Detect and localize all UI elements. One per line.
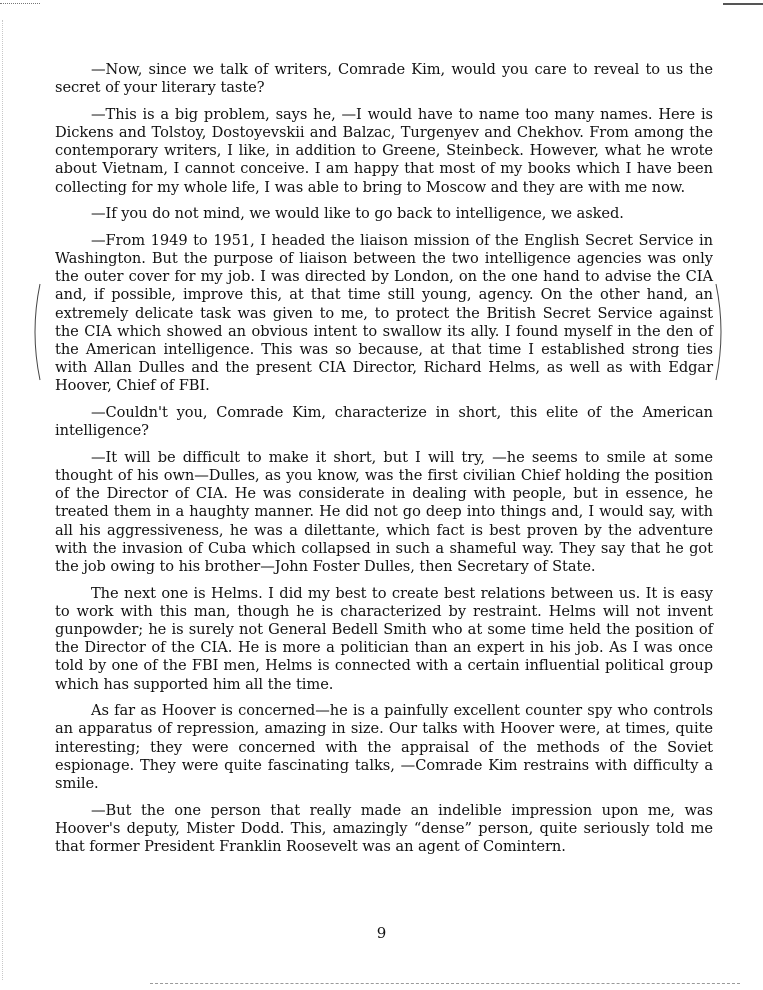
paragraph: —If you do not mind, we would like to go back to intelligence, we asked. bbox=[91, 205, 624, 223]
paragraph: —Couldn't you, Comrade Kim, characterize in short, this elite of the American intelligence? bbox=[55, 404, 713, 440]
margin-bracket-right bbox=[714, 282, 728, 382]
paragraph: —From 1949 to 1951, I headed the liaison mission of the English Secret Service in Washington. But the purpose of liaison between the two intelligence agencies was only the outer cover for my job. I was directed by London, on the one hand to advise the CIA and, if possible, improve this, at that time still young, agency. On the other hand, an extremely delicate task was given to me, to protect the British Secret Service against the CIA which showed an obvious intent to swallow its ally. I found myself in the den of the American intelligence. This was so because, at that time I established strong ties with Allan Dulles and the present CIA Director, Richard Helms, as well as with Edgar Hoover, Chief of FBI. bbox=[55, 231, 713, 395]
paragraph: —It will be difficult to make it short, but I will try, —he seems to smile at some thought of his own—Dulles, as you know, was the first civilian Chief holding the position of the Director of CIA. He was considerate in dealing with people, but in essence, he treated them in a haughty manner. He did not go deep into things and, I would say, with all his aggressiveness, he was a dilettante, which fact is best proven by the adventure with the invasion of Cuba which collapsed in such a shameful way. They say that he got the job owing to his brother—John Foster Dulles, then Secretary of State. bbox=[55, 448, 713, 576]
page-number: 9 bbox=[376, 924, 387, 942]
page-body bbox=[55, 61, 713, 865]
scan-mark-left bbox=[0, 3, 40, 4]
scan-top-edge bbox=[0, 0, 763, 8]
paragraph: —Now, since we talk of writers, Comrade Kim, would you care to reveal to us the secret of your literary taste? bbox=[55, 61, 713, 97]
scan-left-edge bbox=[2, 20, 3, 980]
paragraph: The next one is Helms. I did my best to create best relations between us. It is easy to work with this man, though he is characterized by restraint. Helms will not invent gunpowder; he is surely not General Bedell Smith who at some time held the position of the Director of the CIA. He is more a politician than an expert in his job. As I was once told by one of the FBI men, Helms is connected with a certain influential political group which has supported him all the time. bbox=[55, 584, 713, 693]
paragraph: As far as Hoover is concerned—he is a painfully excellent counter spy who controls an apparatus of repression, amazing in size. Our talks with Hoover were, at times, quite interesting; they were concerned with the appraisal of the methods of the Soviet espionage. They were quite fascinating talks, —Comrade Kim restrains with difficulty a smile. bbox=[55, 702, 713, 793]
scan-mark-right bbox=[723, 3, 763, 5]
paragraph: —But the one person that really made an indelible impression upon me, was Hoover's deputy, Mister Dodd. This, amazingly “dense” person, quite seriously told me that former President Franklin Roosevelt was an agent of Comintern. bbox=[55, 801, 713, 856]
margin-bracket-left bbox=[28, 282, 42, 382]
paragraph: —This is a big problem, says he, —I would have to name too many names. Here is Dickens and Tolstoy, Dostoyevskii and Balzac, Turgenyev and Chekhov. From among the contemporary writers, I like, in addition to Greene, Steinbeck. However, what he wrote about Vietnam, I cannot conceive. I am happy that most of my books which I have been collecting for my whole life, I was able to bring to Moscow and they are with me now. bbox=[55, 105, 713, 196]
scan-bottom-edge bbox=[150, 983, 740, 984]
